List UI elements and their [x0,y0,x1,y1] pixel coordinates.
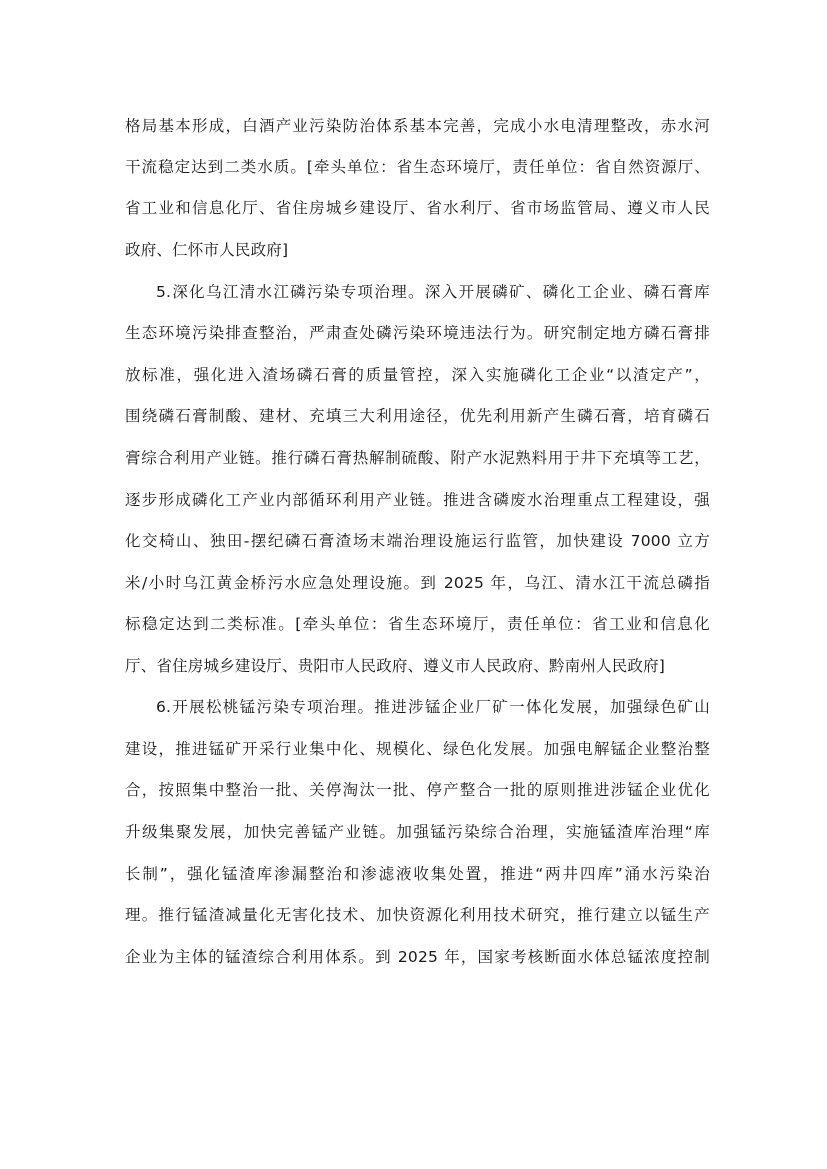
paragraph-line: 生态环境污染排查整治，严肃查处磷污染环境违法行为。研究制定地方磷石膏排 [125,324,710,342]
paragraph-line: 格局基本形成，白酒产业污染防治体系基本完善，完成小水电清理整改，赤水河 [125,117,710,135]
paragraph-line: 干流稳定达到二类水质。[牵头单位：省生态环境厅，责任单位：省自然资源厅、 [125,158,710,176]
paragraph-line: 放标准，强化进入渣场磷石膏的质量管控，深入实施磷化工企业“以渣定产”， [125,366,710,384]
paragraph-line: 省工业和信息化厅、省住房城乡建设厅、省水利厅、省市场监管局、遵义市人民 [125,199,710,217]
paragraph-line: 化交椅山、独田-摆纪磷石膏渣场末端治理设施运行监管，加快建设 7000 立方 [125,532,710,550]
paragraph-line: 政府、仁怀市人民政府] [125,241,289,259]
item-5-heading-line: 5.深化乌江清水江磷污染专项治理。深入开展磷矿、磷化工企业、磷石膏库 [156,283,710,301]
paragraph-line: 长制”，强化锰渣库渗漏整治和渗滤液收集处置，推进“两井四库”涌水污染治 [125,865,710,883]
paragraph-line: 理。推行锰渣减量化无害化技术、加快资源化利用技术研究，推行建立以锰生产 [125,906,710,924]
item-6-heading-line: 6.开展松桃锰污染专项治理。推进涉锰企业厂矿一体化发展，加强绿色矿山 [156,698,710,716]
paragraph-line: 膏综合利用产业链。推行磷石膏热解制硫酸、附产水泥熟料用于井下充填等工艺， [125,449,710,467]
paragraph-line: 围绕磷石膏制酸、建材、充填三大利用途径，优先利用新产生磷石膏，培育磷石 [125,407,710,425]
paragraph-line: 升级集聚发展，加快完善锰产业链。加强锰污染综合治理，实施锰渣库治理“库 [125,823,710,841]
paragraph-line: 企业为主体的锰渣综合利用体系。到 2025 年，国家考核断面水体总锰浓度控制 [125,948,710,966]
paragraph-line: 逐步形成磷化工产业内部循环利用产业链。推进含磷废水治理重点工程建设，强 [125,491,710,509]
paragraph-line: 合，按照集中整治一批、关停淘汰一批、停产整合一批的原则推进涉锰企业优化 [125,781,710,799]
paragraph-line: 建设，推进锰矿开采行业集中化、规模化、绿色化发展。加强电解锰企业整治整 [125,740,710,758]
paragraph-line: 米/小时乌江黄金桥污水应急处理设施。到 2025 年，乌江、清水江干流总磷指 [125,574,710,592]
paragraph-line: 厅、省住房城乡建设厅、贵阳市人民政府、遵义市人民政府、黔南州人民政府] [125,657,666,675]
paragraph-line: 标稳定达到二类标准。[牵头单位：省生态环境厅，责任单位：省工业和信息化 [125,615,710,633]
